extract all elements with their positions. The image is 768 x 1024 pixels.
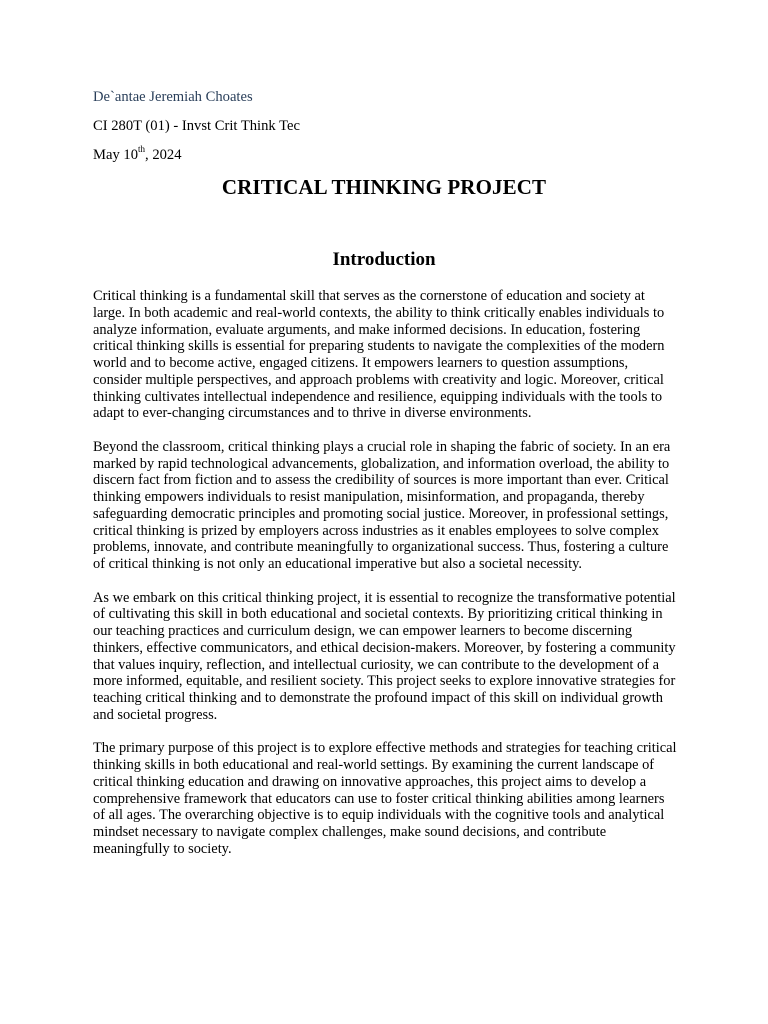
paragraph: Critical thinking is a fundamental skill that serves as the cornerstone of education and society at large. In both academic and real-world contexts, the ability to think critically enables individuals to analyze information, evaluate arguments, and make informed decisions. In education, fostering critical thinking skills is essential for preparing students to navigate the complexities of the modern world and to become active, engaged citizens. It empowers learners to question assumptions, consider multiple perspectives, and approach problems with creativity and logic. Moreover, critical thinking cultivates intellectual independence and resilience, equipping individuals with the tools to adapt to ever-changing circumstances and to thrive in diverse environments.: [93, 288, 665, 422]
date-suffix: , 2024: [145, 147, 182, 163]
date-ordinal: th: [138, 144, 146, 155]
paragraph: Beyond the classroom, critical thinking plays a crucial role in shaping the fabric of society. In an era marked by rapid technological advancements, globalization, and information overload, the ability to discern fact from fiction and to assess the credibility of sources is more important than ever. Critical thinking empowers individuals to resist manipulation, misinformation, and propaganda, thereby safeguarding democratic principles and promoting social justice. Moreover, in professional settings, critical thinking is prized by employers across industries as it enables employees to solve complex problems, innovate, and contribute meaningfully to organizational success. Thus, fostering a culture of critical thinking is not only an educational imperative but also a societal necessity.: [93, 438, 671, 572]
course-name: CI 280T (01) - Invst Crit Think Tec: [93, 118, 300, 134]
document-title: CRITICAL THINKING PROJECT: [221, 175, 547, 199]
section-heading: Introduction: [332, 249, 436, 270]
paragraph: The primary purpose of this project is to explore effective methods and strategies for teaching critical thinking skills in both educational and real-world settings. By examining the current landscape of critical thinking education and drawing on innovative approaches, this project aims to develop a comprehensive framework that educators can use to foster critical thinking abilities among learners of all ages. The overarching objective is to equip individuals with the cognitive tools and analytical mindset necessary to navigate complex challenges, make sound decisions, and contribute meaningfully to society.: [93, 740, 677, 857]
paragraph: As we embark on this critical thinking project, it is essential to recognize the transformative potential of cultivating this skill in both educational and societal contexts. By prioritizing critical thinking in our teaching practices and curriculum design, we can empower learners to become discerning thinkers, effective communicators, and ethical decision-makers. Moreover, by fostering a community that values inquiry, reflection, and intellectual curiosity, we can contribute to the development of a more informed, equitable, and resilient society. This project seeks to explore innovative strategies for teaching critical thinking and to demonstrate the profound impact of this skill on individual growth and societal progress.: [93, 589, 676, 723]
author-name: De`antae Jeremiah Choates: [93, 89, 253, 105]
document-date: [93, 146, 182, 164]
date-prefix: May 10: [93, 147, 138, 163]
section-body: [93, 288, 677, 858]
